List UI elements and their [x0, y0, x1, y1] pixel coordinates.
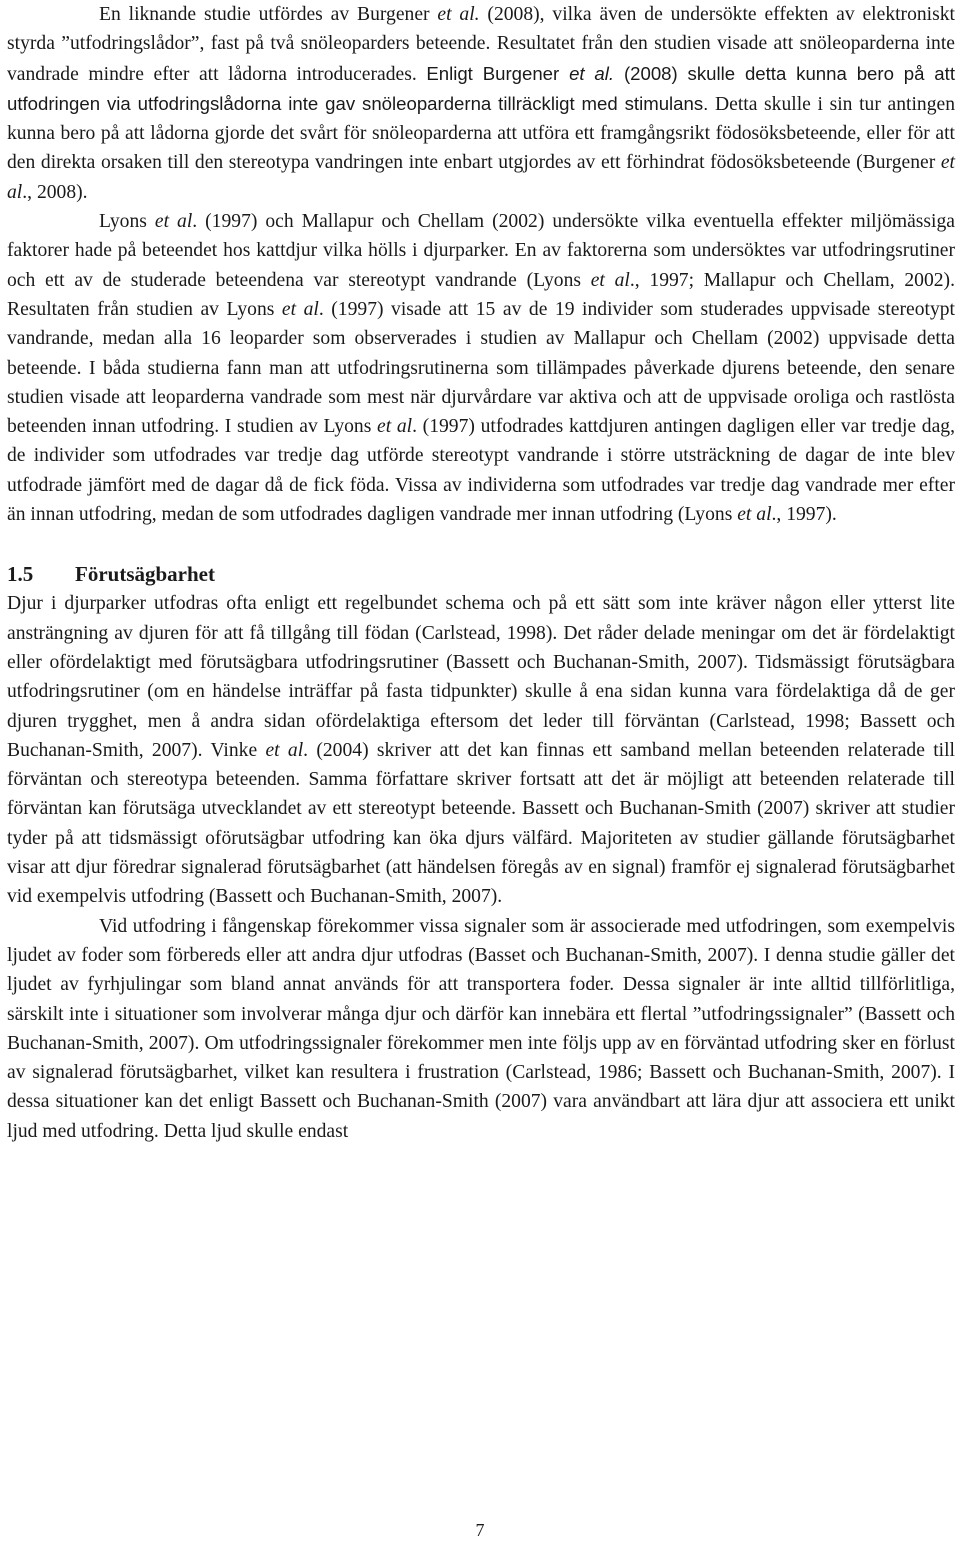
italic-text: et al: [377, 416, 413, 438]
section-heading: [7, 560, 955, 589]
paragraph: [7, 207, 955, 529]
text-run: Detta skulle i sin tur antingen kunna bero på att lådorna gjorde det svårt för snöleoparderna att utföra ett framgångsrikt födosöksbeteende, eller för att den direkta orsaken till den stereotypa vandringen inte enbart utgjordes av ett förhindrat födosöksbeteende (Burgener: [7, 93, 955, 174]
text-run: En liknande studie utfördes av Burgener: [99, 4, 438, 25]
body-after-section: [7, 589, 955, 1146]
italic-text: et al.: [437, 4, 480, 25]
italic-text: et al: [154, 211, 193, 233]
section-number: 1.5: [7, 562, 34, 587]
text-run: (2008) skulle detta kunna bero på att utfodringen via utfodringslådorna inte gav snöleoparderna tillräckligt med stimulans.: [7, 62, 955, 114]
text-run: Djur i djurparker utfodras ofta enligt ett regelbundet schema och på ett sätt som inte kräver någon eller ytterst lite ansträngning av djuren för att få tillgång till födan (Carlstead, 1998). Det råder delade meningar om det är fördelaktigt eller ofördelaktigt med förutsägbara utfodringsrutiner (Bassett och Buchanan-Smith, 2007). Tidsmässigt förutsägbara utfodringsrutiner (om en händelse inträffar på fasta tidpunkter) skulle å ena sidan kunna vara fördelaktiga då de ger djuren trygghet, men å andra sidan ofördelaktiga eftersom det leder till förväntan (Carlstead, 1998; Bassett och Buchanan-Smith, 2007). Vinke: [7, 593, 955, 761]
page-number: 7: [475, 1520, 485, 1540]
document-page: [7, 0, 955, 1146]
text-run: . (1997) och Mallapur och Chellam (2002) undersökte vilka eventuella effekter miljömässiga faktorer hade på beteendet hos kattdjur vilka hölls i djurparker. En av faktorerna som undersöktes var utfodringsrutiner och ett av de studerade beteendena var stereotypt vandrande (Lyons: [7, 211, 955, 291]
text-run: Lyons: [99, 211, 155, 233]
section-title: Förutsägbarhet: [75, 562, 215, 587]
text-run: ., 2008).: [22, 181, 88, 203]
italic-text: et al: [281, 298, 319, 320]
italic-text: et al: [590, 269, 630, 291]
italic-text: et al.: [569, 62, 615, 84]
section-gap: [7, 529, 955, 560]
text-run: ., 1997).: [771, 504, 837, 526]
text-run: . (1997) utfodrades kattdjuren antingen dagligen eller var tredje dag, de individer som utfodrades var tredje dag utförde stereotypt vandrande i större utsträckning de dagar de inte blev utfodrade jämfört med de dagar då de fick föda. Vissa av individerna som utfodrades var tredje dag vandrade mer efter än innan utfodring, medan de som utfodrades dagligen vandrade mer innan utfodring (Lyons: [7, 416, 955, 526]
body-before-section: [7, 0, 955, 529]
text-run: Enligt Burgener: [426, 62, 570, 84]
paragraph: [7, 0, 955, 207]
text-run: . (2004) skriver att det kan finnas ett samband mellan beteenden relaterade till förväntan och stereotypa beteenden. Samma författare skriver fortsatt att det är möjligt att beteenden relaterade till förväntan kan förutsäga utvecklandet av ett stereotypt beteende. Bassett och Buchanan-Smith (2007) skriver att studier tyder på att tidsmässigt oförutsägbar utfodring kan öka djurs välfärd. Majoriteten av studier gällande förutsägbarhet visar att djur föredrar signalerad förutsägbarhet (att händelsen föregås av en signal) framför ej signalerad förutsägbarhet vid exempelvis utfodring (Bassett och Buchanan-Smith, 2007).: [7, 739, 955, 908]
paragraph: [7, 589, 955, 911]
text-run: ., 1997; Mallapur och Chellam, 2002). Resultaten från studien av Lyons: [7, 269, 955, 320]
italic-text: et al: [265, 739, 304, 761]
text-run: Vid utfodring i fångenskap förekommer vissa signaler som är associerade med utfodringen, som exempelvis ljudet av foder som förbereds eller att andra djur utfodras (Basset och Buchanan-Smith, 2007). I denna studie gäller det ljudet av fyrhjulingar som bland annat används för att transportera foder. Dessa signaler är inte alltid tillförlitliga, särskilt inte i situationer som involverar många djur och därför kan innebära ett flertal ”utfodringssignaler” (Bassett och Buchanan-Smith, 2007). Om utfodringssignaler förekommer men inte följs upp av en förväntad utfodring sker en förlust av signalerad förutsägbarhet, vilket kan resultera i frustration (Carlstead, 1986; Bassett och Buchanan-Smith, 2007). I dessa situationer kan det enligt Bassett och Buchanan-Smith (2007) vara användbart att lära djur att associera ett unikt ljud med utfodring. Detta ljud skulle endast: [7, 915, 955, 1142]
italic-text: et al: [7, 152, 955, 203]
paragraph: [7, 912, 955, 1146]
italic-text: et al: [737, 504, 772, 526]
text-run: . (1997) visade att 15 av de 19 individer som studerades uppvisade stereotypt vandrande, medan alla 16 leoparder som observerades i studien av Mallapur och Chellam (2002) uppvisade detta beteende. I båda studierna fann man att utfodringsrutinerna som tillämpades påverkade djurens beteende, den senare studien visade att leoparderna vandrade som mest när djurvårdare var aktiva och att de uppvisade oroliga och rastlösta beteenden innan utfodring. I studien av Lyons: [7, 298, 956, 438]
text-run: (2008), vilka även de undersökte effekten av elektroniskt styrda ”utfodringslådor”, fast på två snöleoparders beteende. Resultatet från den studien visade att snöleoparderna inte vandrade mindre efter att lådorna introducerades.: [7, 4, 955, 85]
